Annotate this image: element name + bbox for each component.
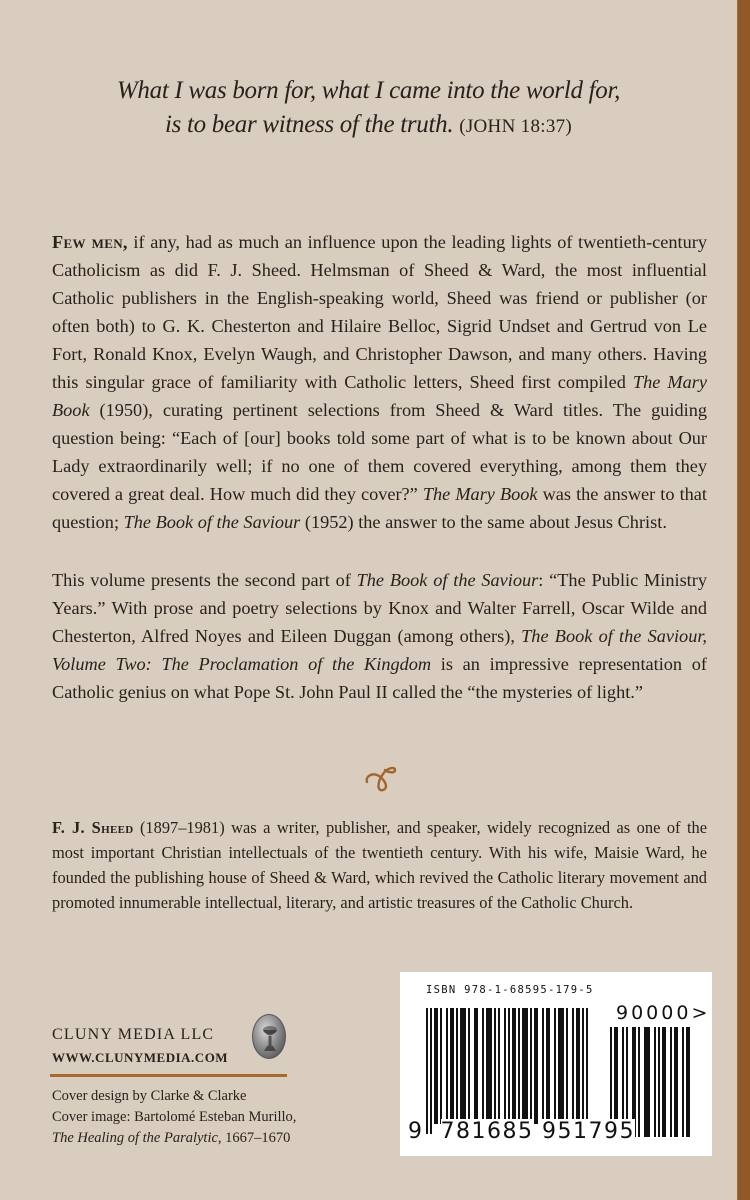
book-title: The Mary Book [422,484,538,504]
paragraph-text: is an impressive representation of Catholic genius on what Pope St. John Paul II called the “the mysteries of light.” [52,654,707,702]
ean-digits [408,1119,635,1144]
publisher-name: CLUNY MEDIA LLC [52,1026,215,1043]
epigraph-line-2 [0,108,737,144]
paragraph-text: (1950), curating pertinent selections from Sheed & Ward titles. The guiding question being: “Each of [our] books told some part of what is to be known about Our Lady extraordinarily well; if no one of them covered everything, among them they covered a great deal. How much did they cover?” [52,400,707,504]
publisher-url: WWW.CLUNYMEDIA.COM [52,1050,229,1065]
ean-barcode-bars [426,1008,596,1134]
description-paragraph-2 [52,566,707,706]
design-credit: Cover design by Clarke & Clarke [52,1088,247,1104]
fleuron-ornament-icon [355,760,405,803]
book-title: The Book of the Saviour, Volume Two: The Proclamation of the Kingdom [52,626,707,674]
ean-left-group: 781685 [440,1119,534,1144]
accent-divider [50,1074,287,1077]
epigraph-line-1: What I was born for, what I came into the world for, [116,77,621,104]
book-title: The Mary Book [52,372,707,420]
paragraph-text: was the answer to that question; [52,484,707,532]
ean-first-digit: 9 [408,1119,424,1144]
price-code: 90000> [616,1002,711,1024]
image-title-line [52,1128,352,1149]
ean-right-group: 951795 [541,1119,635,1144]
book-title: The Book of the Saviour [356,570,539,590]
paragraph-text: (1952) the answer to the same about Jesus Christ. [300,512,667,532]
epigraph [0,74,737,144]
painting-title: The Healing of the Paralytic [52,1130,218,1146]
isbn-barcode [400,972,712,1156]
paragraph-text: if any, had as much an influence upon the leading lights of twentieth-century Catholicism as did F. J. Sheed. Helmsman of Sheed & Ward, the most influential Catholic publishers in the English-speaking world, Sheed was friend or publisher (or often both) to G. K. Chesterton and Hilaire Belloc, Sigrid Undset and Gertrud von Le Fort, Ronald Knox, Evelyn Waugh, and Christopher Dawson, and many others. Having this singular grace of familiarity with Catholic letters, Sheed first compiled [52,232,707,392]
image-credit: Cover image: Bartolomé Esteban Murillo, [52,1109,297,1125]
book-title: The Book of the Saviour [123,512,301,532]
description-paragraph-1 [52,228,707,536]
paragraph-text: : “The Public Ministry Years.” With prose and poetry selections by Knox and Walter Farrell, Oscar Wilde and Chesterton, Alfred Noyes and Eileen Duggan (among others), [52,570,707,646]
cover-credits [52,1086,352,1149]
epigraph-reference: (JOHN 18:37) [459,116,573,137]
lead-in: Few men, [52,232,128,252]
author-bio [52,815,707,915]
epigraph-line-2-text: is to bear witness of the truth. [164,111,454,138]
chalice-seal-icon [252,1014,286,1059]
painting-dates: , 1667–1670 [217,1130,291,1146]
author-name: F. J. Sheed [52,818,134,837]
bio-text: (1897–1981) was a writer, publisher, and speaker, widely recognized as one of the most important Christian intellectuals of the twentieth century. With his wife, Maisie Ward, he founded the publishing house of Sheed & Ward, which revived the Catholic literary movement and promoted innumerable intellectual, literary, and artistic treasures of the Catholic Church. [52,818,708,912]
isbn-label: ISBN 978-1-68595-179-5 [426,984,594,996]
spine-edge-stripe [737,0,750,1200]
paragraph-text: This volume presents the second part of [52,570,357,590]
